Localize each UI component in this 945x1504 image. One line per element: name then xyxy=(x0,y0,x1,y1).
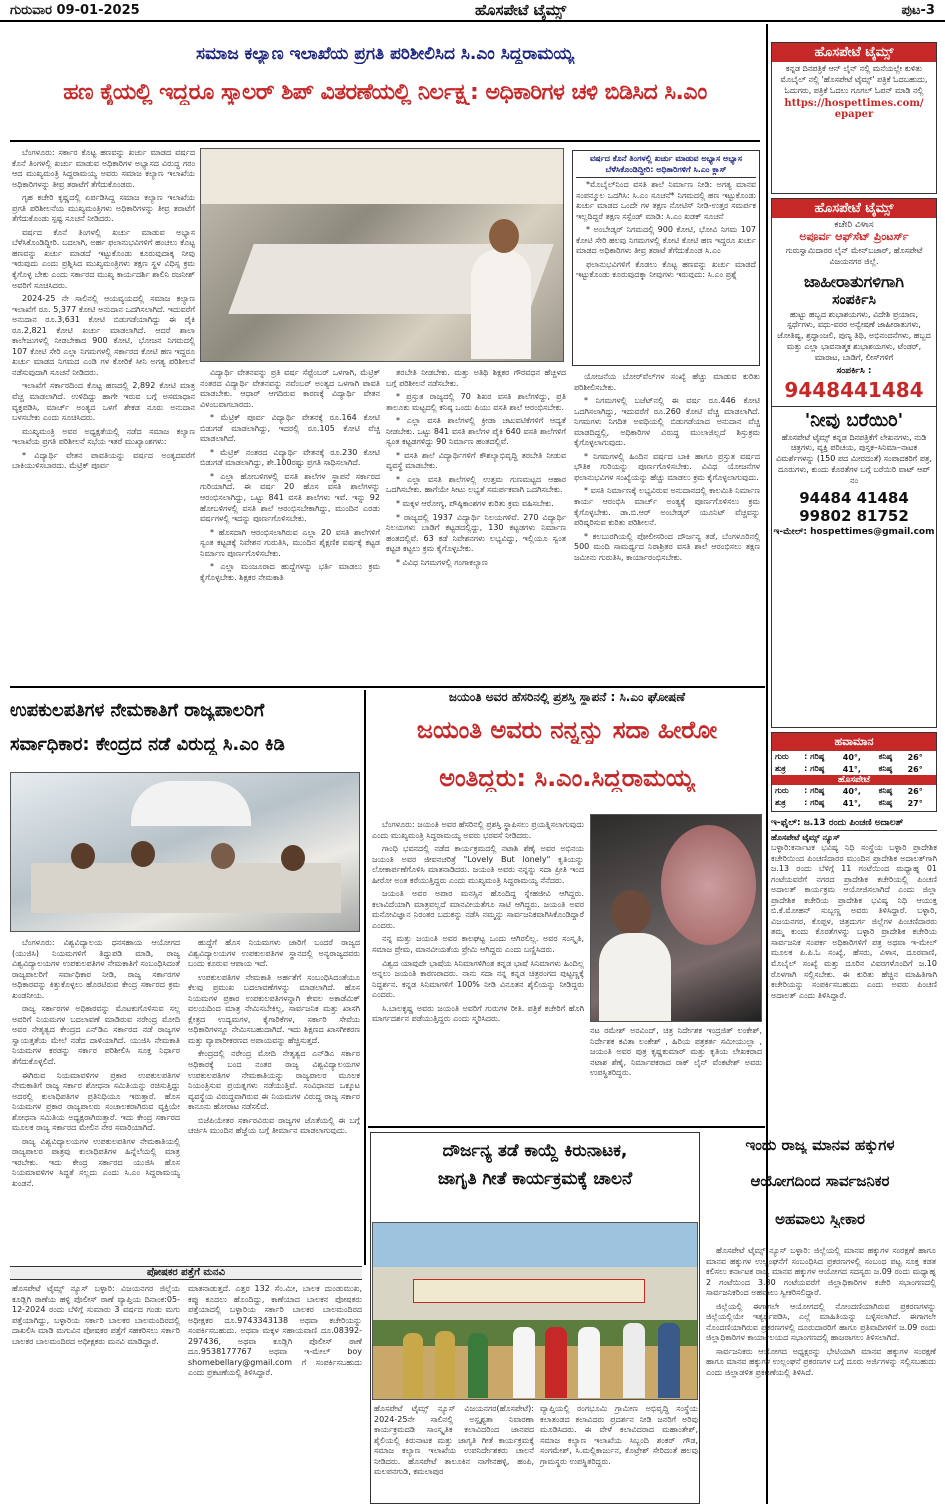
epaper-link[interactable]: https://hospettimes.com/ epaper xyxy=(784,98,924,121)
weather-subtitle: ಹೊಸಪೇಟೆ xyxy=(772,775,936,785)
story1-sidebox xyxy=(572,150,760,366)
adalat-story xyxy=(771,818,937,1128)
paragraph: * ಎಲ್ಲಾ ವಸತಿ ಶಾಲೆಗಳಲ್ಲಿ ಉತ್ತಮ ಗುಣಮಟ್ಟದ ಆಹಾರ ಒದಗಿಸಬೇಕು. ಹಾಗೆಯೇ ಸೀಟು ಲಭ್ಯತೆ ಸಮರ್ಪಕವಾಗಿ ಒದಗಿಸಬೇಕು. xyxy=(386,474,566,495)
paragraph: * ನಿಗಮಗಳಲ್ಲಿ ಬಜೆಟ್‌ನಲ್ಲಿ ಈ ವರ್ಷ ರೂ.446 ಕೋಟಿ ಒದಗಿಸಲಾಗಿದ್ದು, ಇದುವರೆಗೆ ರೂ.260 ಕೋಟಿ ವೆಚ್ಚ ಮಾಡಲಾಗಿದೆ. ನಿಗಮಗಳು ನಿಗದಿತ ಅವಧಿಯಲ್ಲಿ ಬಿಡುಗಡೆಯಾದ ಅನುದಾನ ವೆಚ್ಚ ಮಾಡದಿದ್ದಲ್ಲಿ, ಅಧಿಕಾರಿಗಳ ವಿರುದ್ಧ ಮುಲಾಜಿಲ್ಲದೆ ಶಿಸ್ತುಕ್ರಮ ಕೈಗೊಳ್ಳಲಾಗುವುದು. xyxy=(574,396,760,448)
story4-headline-line1: ದೌರ್ಜನ್ಯ ತಡೆ ಕಾಯ್ದೆ ಕಿರುನಾಟಕ, xyxy=(442,1141,628,1161)
weather-label: ಕನಿಷ್ಠ xyxy=(878,752,893,761)
weather-row xyxy=(772,763,936,775)
weather-min: 27° xyxy=(907,798,923,808)
weather-label: : ಗರಿಷ್ಠ xyxy=(804,752,825,761)
paragraph: ಉಪಕುಲಪತಿಗಳ ನೇಮಕಾತಿ ಅರ್ಹತೆಗೆ ಸಂಬಂಧಿಸಿದಂತೆಯೂ ಕೆಲವು ಪ್ರಮುಖ ಬದಲಾವಣೆಗಳನ್ನು ಮಾಡಲಾಗಿದೆ. ಹೊಸ ನಿಯಮಗಳ ಪ್ರಕಾರ ಉಪಕುಲಪತಿಗಳನ್ನಾಗಿ ಕೇವಲ ಅಕಾಡೆಮಿಕ್ ವಲಯದಿಂದ ಮಾತ್ರ ನೇಮಿಸಬೇಕಿಲ್ಲ, ಸಾರ್ವಜನಿಕ ಮತ್ತು ಖಾಸಗಿ ಕ್ಷೇತ್ರದ ಉದ್ಯಮಗಳ, ಕೈಗಾರಿಕೆಗಳ, ಸರ್ಕಾರಿ ಸೇವೆಯ ಅಧಿಕಾರಿಗಳನ್ನೂ ನೇಮಿಸಬಹುದಾಗಿದೆ. ಇದು ಶಿಕ್ಷಣದ ಖಾಸಗೀಕರಣ ಮತ್ತು ವ್ಯಾಪಾರೀಕರಣದ ಅಪಾಯವನ್ನು ಹೆಚ್ಚಿಸುತ್ತದೆ. xyxy=(188,972,360,1045)
weather-min: 26° xyxy=(907,752,923,762)
weather-label: ಕನಿಷ್ಠ xyxy=(878,786,893,795)
advert-phone-2: 94484 41484 xyxy=(799,488,909,507)
story1-headline: ಹಣ ಕೈಯಲ್ಲಿ ಇದ್ದರೂ ಸ್ಕಾಲರ್ ಶಿಪ್ ವಿತರಣೆಯಲ್ಲಿ ನಿರ್ಲಕ್ಷ್ಯ: ಅಧಿಕಾರಿಗಳ ಚಳಿ ಬಿಡಿಸಿದ ಸಿ.ಎಂ xyxy=(63,80,707,105)
story2-col1 xyxy=(12,938,180,1260)
advert-phone-3: 99802 81752 xyxy=(799,506,909,525)
paragraph: * ಪ್ರಸ್ತುತ ರಾಜ್ಯದಲ್ಲಿ 70 ಶಿಖರ ವಸತಿ ಶಾಲೆಗಳಿದ್ದು, ಪ್ರತಿ ತಾಲೂಕು ಮಟ್ಟದಲ್ಲಿ ಕನಿಷ್ಠ ಒಂದು ಪಿಯು ವಸತಿ ಶಾಲೆ ಆರಂಭಿಸಬೇಕು. xyxy=(386,392,566,412)
meeting-photo xyxy=(200,148,564,362)
advert-title: ಹೊಸಪೇಟೆ ಟೈಮ್ಸ್ xyxy=(772,199,936,218)
story5-headline-line3: ಅಹವಾಲು ಸ್ವೀಕಾರ xyxy=(775,1210,865,1228)
advert-email: ಇ-ಮೇಲ್: hospettimes@gmail.com xyxy=(773,526,935,537)
paragraph: * ಅಂಬೇಡ್ಕರ್ ನಿಗಮದಲ್ಲಿ 900 ಕೋಟಿ, ಭೋವಿ ನಿಗಮ 107 ಕೋಟಿ ಸೇರಿ ಹಲವು ನಿಗಮಗಳಲ್ಲಿ ಕೋಟಿ ಕೋಟಿ ಹಣ ಇದ್ದರೂ ಖರ್ಚು ಮಾಡದ ಅಧಿಕಾರಿಗಳು ತೀವ್ರ ತರಾಟೆ ತೆಗೆದುಕೊಂಡ ಸಿ.ಎಂ xyxy=(576,225,756,256)
weather-box xyxy=(771,732,937,812)
paragraph: ಕೇಂದ್ರದಲ್ಲಿ ನರೇಂದ್ರ ಮೋದಿ ನೇತೃತ್ವದ ಎನ್‌ಡಿಎ ಸರ್ಕಾರ ಅಧಿಕಾರಕ್ಕೆ ಬಂದ ನಂತರ ರಾಜ್ಯ ವಿಶ್ವವಿದ್ಯಾಲಯಗಳ ಉಪಕುಲಪತಿಗಳ ನೇಮಕಾತಿಯನ್ನು ರಾಜ್ಯಪಾಲರ ಮೂಲಕ ನಿಯಂತ್ರಿಸುವ ಪ್ರಯತ್ನಗಳು ನಡೆಯುತ್ತಿವೆ. ಸಂವಿಧಾನದ ಒಕ್ಕೂಟ ವ್ಯವಸ್ಥೆಯ ವಿರುದ್ಧವಾಗಿರುವ ಈ ನಿಯಮಗಳ ವಿರುದ್ಧ ರಾಜ್ಯ ಸರ್ಕಾರ ಕಾನೂನು ಹೋರಾಟ ನಡೆಸಲಿದೆ. xyxy=(188,1049,360,1112)
weather-max: 40°, xyxy=(842,786,861,796)
story3-side-text: ನಟ ರಮೇಶ್ ಅರವಿಂದ್, ಚಿತ್ರ ನಿರ್ದೇಶಕ ಇಂದ್ರಜಿತ್ ಲಂಕೇಶ್, ನಿರ್ದೇಶಕ ಕವಿತಾ ಲಂಕೇಶ್ , ಹಿರಿಯ ಪತ್ರಕರ್ತ ಸಮೀಯುಲ್ಲಾ , ಜಯಂತಿ ಅವರ ಪುತ್ರ ಕೃಷ್ಣಕುಮಾರ್ ಮತ್ತು ಕೃತಿಯ ಲೇಖಕರಾದ ನಟಾಶ ಶೆಣೈ, ನಿರ್ಮಾಪಕರಾದ ರಾಕ್ ಲೈನ್ ವೆಂಕಟೇಶ್ ಅವರು ಉಪಸ್ಥಿತರಿದ್ದರು. xyxy=(590,1026,762,1078)
advert-address: ಗುರುಸ್ವಾಮಿದಾರರ ಲೈನ್ ಮೇನ್‌ಬಜಾರ್, ಹೊಸಪೇಟೆ ವಿಜಯನಗರ ಜಿಲ್ಲೆ. xyxy=(785,246,923,266)
paragraph: ಬೆಂಗಳೂರು: ಜಯಂತಿ ಅವರ ಹೆಸರಿನಲ್ಲಿ ಪ್ರಶಸ್ತಿ ಸ್ಥಾಪಿಸಲು ಪ್ರಯತ್ನಿಸಲಾಗುವುದು ಎಂದು ಮುಖ್ಯಮಂತ್ರಿ ಸಿದ್ದರಾಮಯ್ಯ ಅವರು ಭರವಸೆ ನೀಡಿದರು. xyxy=(372,820,584,840)
paragraph: ಜಿಲ್ಲೆಯಲ್ಲಿ ಈಗಾಗಲೇ ಆಯೋಗದಲ್ಲಿ ನೋಂದಣಿಯಾಗಿರುವ ಪ್ರಕರಣಗಳನ್ನು ಜಿಲ್ಲೆಯಲ್ಲಿಯೇ ಇತ್ಯರ್ಥಪಡಿಸಿ, ಎಲ್ಲೆ ಮಾಹಿತಿಯನ್ನು ಬಳ್ಳಿಸಲಾಗಿದೆ. ಈಗಾಗಲೇ ನೊಂದಣಿಯಾಗಿರುವ ಪ್ರಕರಣಗಳಲ್ಲಿ ದೂರುದಾರರಿಗೆ ಹಾಗೂ ಪ್ರತಿವಾದಿಗಳಿಗೆ ಜ.09 ರಂದು ಜಿಲ್ಲಾಧಿಕಾರಿಗಳ ಕಾರ್ಯಾಲಯದ ಸಭಾಂಗಣದಲ್ಲಿ ಹಾಜರಾಗಲು ತಿಳಿಸಲಾಗಿದೆ. xyxy=(706,1301,936,1343)
paragraph: ನನ್ನ ಮತ್ತು ಜಯಂತಿ ಅವರ ಕಾಲಘಟ್ಟ ಒಂದು ಆಗಿರಲಿಲ್ಲ. ಅವರ ಸಂಸ್ಕೃತಿ, ಸಮಾಜ ಪ್ರೇಮ, ಮಾನವೀಯತೆಯ ಪ್ರೇಮಿ ಆಗಿದ್ದರು ಎಂದು ಬಣ್ಣಿಸಿದರು. xyxy=(372,934,584,955)
weather-row xyxy=(772,797,936,809)
weather-day: ಶುಕ್ರ xyxy=(775,764,786,773)
adalat-title: ಇ-ಫೈಲ್: ಜ.13 ರಂದು ಪಿಂಚಣಿ ಅದಾಲತ್ xyxy=(771,818,937,831)
paragraph: ವರ್ಷದ ಕೊನೆ ತಿಂಗಳಲ್ಲಿ ಖರ್ಚು ಮಾಡುವ ಅಭ್ಯಾಸ ಬೆಳೆಸಿಕೊಂಡಿದ್ದೀರಿ. ಬದಲಾಗಿ, ಅರ್ಹ ಫಲಾನುಭವಿಗಳಿಗೆ ಹಂಚಲು ಕೊಟ್ಟ ಹಣವನ್ನು ಖರ್ಚು ಮಾಡದೆ ಇಟ್ಟುಕೊಂಡು ಕೂರುವುದಾಕ್ಕ ನೀವು ಇರುವುದು ಎಂದು ಪ್ರಶ್ನಿಸಿದ ಮುಖ್ಯಮಂತ್ರಿಗಳು ತಕ್ಷಣ ಸ್ಥಳ ವಿಧಿಸ್ಸ ಕ್ರಮ ಕೈಗೊಳ್ಳ ಬೇಕು ಎಂದು ಸರ್ಕಾರದ ಮುಖ್ಯ ಕಾರ್ಯದರ್ಶಿ ಶಾಲಿನಿ ರಜನೀಶ್ ಅವರಿಗೆ ಸೂಚಿಸಿದರು. xyxy=(12,227,195,290)
paragraph: 2024-25 ನೇ ಸಾಲಿನಲ್ಲಿ ಆಯವ್ಯಯದಲ್ಲಿ ಸಮಾಜ ಕಲ್ಯಾಣ ಇಲಾಖೆಗೆ ರೂ. 5,377 ಕೋಟಿ ಅನುದಾನ ಒದಗಿಸಲಾಗಿದೆ. ಇದುವರೆಗೆ ಅನುದಾನ ರೂ.3,631 ಕೋಟಿ ಬಿಡುಗಡೆಯಾಗಿದ್ದು ಈ ಪೈಕಿ ರೂ.2,821 ಕೋಟಿ ಖರ್ಚು ಮಾಡಲಾಗಿದೆ. ಆದರೆ ಶಾಲಾ ಕಾಲೇಜುಗಳಲ್ಲಿ ನೀಡಬೇಕಾದ 900 ಕೋಟಿ, ಭೋಜನ ನಿಗಮದಲ್ಲಿ 107 ಕೋಟಿ ಸೇರಿ ಎಲ್ಲಾ ನಿಗಮಗಳಲ್ಲಿ ಸರ್ಕಾರದ ಕೋಟಿ ಹಣ ಇದ್ದರೂ ಖರ್ಚು ಮಾಡದ ನಿಗಮದ ಎಂಡಿ ಗಳ ಕೋರಿಕೆ ಸೀನಿ ಅಗತ್ಯ ಪರಿಶೀಲನೆ ನಡೆಸುವುದಾಗಿ ಸೂಚನೆ ನೀಡಿದರು. xyxy=(12,294,195,377)
promo-title: ಹೊಸಪೇಟೆ ಟೈಮ್ಸ್ xyxy=(772,43,936,62)
story1-kicker: ಸಮಾಜ ಕಲ್ಯಾಣ ಇಲಾಖೆಯ ಪ್ರಗತಿ ಪರಿಶೀಲಿಸಿದ ಸಿ.ಎಂ ಸಿದ್ದರಾಮಯ್ಯ xyxy=(196,44,574,64)
story5-headline-line1: ಇಂದು ರಾಜ್ಯ ಮಾನವ ಹಕ್ಕುಗಳ xyxy=(745,1136,895,1154)
story5-headline-line2: ಆಯೋಗದಿಂದ ಸಾರ್ವಜನಿಕರ xyxy=(750,1172,890,1190)
paragraph: * ವಸತಿ ನಿರ್ಮಾಣಕ್ಕೆ ಲಭ್ಯವಿರುವ ಅನುದಾನದಲ್ಲಿ ಕಾಲಮಿತಿ ನಿರ್ಮಾಣ ಕಾರ್ಯ ಆರಂಭಿಸಿ ಮಾರ್ಚ್ ಅಂತ್ಯಕ್ಕೆ ಪೂರ್ಣಗೊಳಿಸಲು ಕ್ರಮ ಕೈಗೊಳ್ಳಬೇಕು. ಡಾ.ಬಿ.ಆರ್ ಅಂಬೇಡ್ಕರ್ ಯೂನಿಟ್ ವೆಚ್ಚವನ್ನು ಪರಿಷ್ಕರಿಸುವ ಕುರಿತು ಪರಿಶೀಲನೆ. xyxy=(574,486,760,528)
advert-list: ಹುಟ್ಟು ಹಬ್ಬದ ಶುಭಾಶಯಗಳು, ವಿದೇಶಿ ಪ್ರಯಾಣ, ಸ್ಪರ್ಧೆಗಳು, ವಧು-ವರರ ಅನ್ವೇಷಣೆ ಜಾಹೀರಾತುಗಳು, ಜೋತಿಷ್ಯ, ಶ್ರದ್ಧಾಂಜಲಿ, ಪುಣ್ಯ ತಿಥಿ, ಅಭಿನಂದನೆಗಳು, ಹಬ್ಬದ ಮತ್ತು ಎಲ್ಲಾ ಭಾವನಾತ್ಮಕ ಶುಭಾಶಯಗಳು, ಟೆಂಡರ್, ಮಾರಾಟ, ಬಾಡಿಗೆ, ಲೀಸ್‌ಗಳಿಗೆ xyxy=(777,309,931,362)
weather-label: ಕನಿಷ್ಠ xyxy=(878,764,893,773)
paragraph: ಗೃಹ ಕಚೇರಿ ಕೃಷ್ಣದಲ್ಲಿ ಏರ್ಪಡಿಸಿದ್ದ ಸಮಾಜ ಕಲ್ಯಾಣ ಇಲಾಖೆಯ ಪ್ರಗತಿ ಪರಿಶೀಲನೆಯ ಮುಖ್ಯಮಂತ್ರಿಗಳು ಅಧಿಕಾರಿಗಳನ್ನು ತೀವ್ರ ತರಾಟೆಗೆ ತೆಗೆದುಕೊಂಡು ಸ್ಪಷ್ಟ ಸೂಚನೆ ನೀಡಿದರು. xyxy=(12,193,195,224)
paragraph: * ಮೆಟ್ರಿಕ್ ಪೂರ್ವ ವಿದ್ಯಾರ್ಥಿ ವೇತನಕ್ಕೆ ರೂ.164 ಕೋಟಿ ಬಿಡುಗಡೆ ಮಾಡಲಾಗಿದ್ದು, ಇದರಲ್ಲಿ ರೂ.105 ಕೋಟಿ ವೆಚ್ಚ ಮಾಡಲಾಗಿದೆ. xyxy=(200,413,380,444)
story4-headline-line2: ಜಾಗೃತಿ ಗೀತೆ ಕಾರ್ಯಕ್ರಮಕ್ಕೆ ಚಾಲನೆ xyxy=(437,1169,633,1189)
paragraph: ಯೋಜನೆಯ ಬೋರ್‌ವೆಲ್‌ಗಳ ಸಂಖ್ಯೆ ಹೆಚ್ಚು ಮಾಡುವ ಕುರಿತು ಪರಿಶೀಲಿಸಬೇಕು. xyxy=(574,372,760,392)
masthead: ಹೊಸಪೇಟೆ ಟೈಮ್ಸ್ xyxy=(474,1,567,19)
paragraph: ಜಯಂತಿ ಅವರ ಅಪಾರ ಮನಸ್ಸಿನ ಹೊಂದಿದ್ದ ಸ್ನೇಹಜೀವಿ ಆಗಿದ್ದರು. ಕಲಾವಿದೆಯಾಗಿ ಮಾತ್ರವಲ್ಲದೆ ಮಾನವೀಯತೆಗೂ ಸಾಟಿ ಆಗಿದ್ದರು. ಜಯಂತಿ ಅವರ ಮನೋವಿಜ್ಞಾನ ನಿರಂತರ ಬದುಕನ್ನು ನಡೆಸಿ ನಮ್ಮನ್ನು ಸಾರ್ವಜನಿಕವಾಗಿಸಿಕೊಂಡಿದ್ದಾರೆ ಎಂದರು. xyxy=(372,889,584,930)
weather-label: : ಗರಿಷ್ಠ xyxy=(804,764,825,773)
paragraph: ವಿದ್ಯಾರ್ಥಿ ವೇತನವನ್ನು ಪ್ರತಿ ವರ್ಷ ಸೆಪ್ಟೆಂಬರ್ ಒಳಗಾಗಿ, ಮೆಟ್ರಿಕ್ ನಂತರದ ವಿದ್ಯಾರ್ಥಿ ವೇತನವನ್ನು ನವೆಂಬರ್ ಅಂತ್ಯದ ಒಳಗಾಗಿ ಪಾವತಿ ಮಾಡಬೇಕು. ಆಧಾರ್ ಆಗದಿರುವ ಕಾರಣಕ್ಕೆ ವಿದ್ಯಾರ್ಥಿ ವೇತನ ವಿಳಂಬವಾಗಬಾರದು. xyxy=(200,368,380,409)
story3-headline-line1: ಜಯಂತಿ ಅವರು ನನ್ನನ್ನು ಸದಾ ಹೀರೋ xyxy=(416,716,718,744)
divider xyxy=(10,140,760,142)
story1-col2 xyxy=(200,368,380,680)
advert-slogan: 'ನೀವು ಬರೆಯಿರಿ' xyxy=(772,406,936,431)
divider xyxy=(368,1126,765,1128)
paragraph: * ರಾಜ್ಯದಲ್ಲಿ 1937 ವಿದ್ಯಾರ್ಥಿ ನಿಲಯಗಳಿವೆ. 270 ವಿದ್ಯಾರ್ಥಿ ನಿಲಯಗಳು ಬಾಡಿಗೆ ಕಟ್ಟಡದಲ್ಲಿದ್ದು, 130 ಕಟ್ಟಡಗಳು ನಿರ್ಮಾಣ ಹಂತದಲ್ಲಿವೆ. 63 ಕಡೆ ನಿವೇಶನಗಳು ಲಭ್ಯವಿದ್ದು, ಇಲ್ಲಿಯೂ ಸ್ವಂತ ಕಟ್ಟಡ ಕಟ್ಟಲು ಕ್ರಮ ಕೈಗೊಳ್ಳಬೇಕು. xyxy=(386,512,566,554)
story2-headline-line2: ಸರ್ವಾಧಿಕಾರ: ಕೇಂದ್ರದ ನಡೆ ವಿರುದ್ಧ ಸಿ.ಎಂ ಕಿಡಿ xyxy=(10,734,285,755)
awareness-program-photo xyxy=(372,1222,698,1400)
paragraph: * ಮಕ್ಕಳ ಆರೋಗ್ಯ, ಪೌಷ್ಠಿಕಾಂಶಗಳ ಕುರಿತು ಕ್ರಮ ವಹಿಸಬೇಕು. xyxy=(396,499,554,509)
paragraph: * ಹೊಸದಾಗಿ ಆರಂಭಿಸಲಾಗಿರುವ ಎಲ್ಲಾ 20 ವಸತಿ ಶಾಲೆಗಳಿಗೆ ಸ್ವಂತ ಕಟ್ಟಡಕ್ಕೆ ನಿವೇಶನ ಗುರುತಿಸಿ, ಮುಂದಿನ ಶೈಕ್ಷಣಿಕ ವರ್ಷಕ್ಕೆ ಕಟ್ಟಡ ನಿರ್ಮಾಣ ಪೂರ್ಣಗೊಳಿಸಬೇಕು. xyxy=(200,527,380,558)
weather-table xyxy=(772,751,936,775)
weather-max: 40°, xyxy=(842,752,861,762)
paragraph: ಹೊಸಪೇಟೆ ಟೈಮ್ಸ್ ನ್ಯೂಸ್ ಬಳ್ಳಾರಿ: ಜಿಲ್ಲೆಯಲ್ಲಿ ಮಾನವ ಹಕ್ಕುಗಳ ಸಂರಕ್ಷಣೆ ಹಾಗೂ ಮಾನವ ಹಕ್ಕುಗಳ ಉಲ್ಲಂಘನೆಗೆ ಸಂಬಂಧಿಸಿದ ಪ್ರಕರಣಗಳಲ್ಲಿ ಸಂಬಂಧ ಪಟ್ಟ ಸೂಕ್ತ ಕಡತ ಕಲಿಸಲು ಕರ್ನಾಟಕ ರಾಜ್ಯ ಮಾನವ ಹಕ್ಕುಗಳ ಆಯೋಗದ ಸದಸ್ಯರು ಜ.09 ರಂದು ಮಧ್ಯಾಹ್ನ 2 ಗಂಟೆಯಿಂದ 3.30 ಗಂಟೆಯವರೆಗೆ ಜಿಲ್ಲಾಧಿಕಾರಿಗಳ ಕಚೇರಿ ಸಭಾಂಗಣದಲ್ಲಿ ಸಾರ್ವಜನಿಕರಿಂದ ಅಹವಾಲು ಸ್ವೀಕರಿಸಲಿದ್ದಾರೆ. xyxy=(706,1246,936,1298)
paragraph: ರಾಜ್ಯ ವಿಶ್ವವಿದ್ಯಾಲಯಗಳ ಉಪಕುಲಪತಿಗಳ ನೇಮಕಾತಿಯಲ್ಲಿ ರಾಜ್ಯಪಾಲರ ಪಾತ್ರವು ಕುಲಾಧಿಪತಿಗಳ ಹಿನ್ನೆಲೆಯಲ್ಲಿ ಮಾತ್ರ ಇರಬೇಕು. ಇದು ಕೇಂದ್ರ ಸರ್ಕಾರದ ಯುಜಿಸಿ ಹೊಸ ನಿಯಮಾವಳಿಗಳ ಸಿದ್ಧತೆ ಸಲ್ಲದು ಎಂದು ಸಿ.ಎಂ ಸಿದ್ದರಾಮಯ್ಯ ಖಂಡನೆ. xyxy=(12,1136,180,1189)
advert-contact-label: ಸಂಪರ್ಕಿಸಿ : xyxy=(836,365,872,376)
story3-headline-line2: ಅಂತಿದ್ದರು: ಸಿ.ಎಂ.ಸಿದ್ದರಾಮಯ್ಯ xyxy=(439,764,695,792)
advert-invite: ಹೊಸಪೇಟೆ ಟೈಮ್ಸ್ ಕನ್ನಡ ದಿನಪತ್ರಿಕೆಗೆ ಲೇಖನಗಳು, ನುಡಿ ಚಿತ್ರಗಳು, ವ್ಯಕ್ತಿ ಪರಿಚಯ, ಪುಸ್ತಕ–ಸಿನಿಮಾ–ನಾಟಕ ವಿಮರ್ಶೆಗಳನ್ನು (150 ಪದ ಮೀರದಂತೆ) ಸಂಪಾದಕರಿಗೆ ಪತ್ರ, ದೂರುಗಳು, ಕುಂದು ಕೊರತೆಗಳ ಬಗ್ಗೆ ಬರೆಯಿರಿ ವಾಟ್ ಆಪ್ ನಂ xyxy=(776,432,932,485)
paragraph: ಗಾಂಧಿ ಭವನದಲ್ಲಿ ನಡೆದ ಕಾರ್ಯಕ್ರಮದಲ್ಲಿ ನಟಾಶಿ ಶೆಣೈ ಅವರ ಅಭಿನಯ ಜಯಂತಿ ಅವರ ಜೀವನಚರಿತ್ರೆ "Lovely But lonely" ಕೃತಿಯನ್ನು ಲೋಕಾರ್ಪಣೆಗೊಳಿಸಿ ಮಾತನಾಡಿದರು. ಜಯಂತಿ ಅವರು ನನ್ನನ್ನು ಸದಾ ಪ್ರೀತಿ ಇಂದ ಹೀರೋ ಅಂತ ಕರೆಯುತ್ತಿದ್ದರು ಎಂದು ಮುಖ್ಯಮಂತ್ರಿ ಸಿದ್ದರಾಮಯ್ಯ ನೆನೆದರು. xyxy=(372,844,584,885)
paragraph: * ವಿವಿಧ ನಿಗಮಗಳಲ್ಲಿ ಗಂಗಾಕಲ್ಯಾಣ xyxy=(396,557,488,567)
paragraph: ಹುದ್ದೆಗೆ ಹೊಸ ನಿಯಮಗಳು ಜಾರಿಗೆ ಬಂದರೆ ರಾಜ್ಯದ ವಿಶ್ವವಿದ್ಯಾಲಯಗಳ ಉಪಕುಲಪತಿಗಳ ಸ್ಥಾನದಲ್ಲಿ ಅನ್ಯರಾಜ್ಯದವರು ಬಂದು ಕೂರುವ ಆಪಾಯ ಇದೆ. xyxy=(188,938,360,969)
vc-meeting-photo xyxy=(10,772,360,932)
advert-box xyxy=(771,198,937,728)
story5-text xyxy=(706,1246,936,1501)
weather-min: 26° xyxy=(907,764,923,774)
speaker-photo xyxy=(590,814,762,1022)
paragraph: * ಎಲ್ಲಾ ಹೋಬಳಿಗಳಲ್ಲಿ ವಸತಿ ಶಾಲೆಗಳ ಸ್ಥಾಪನೆ ಸರ್ಕಾರದ ಗುರಿಯಾಗಿದೆ. ಈ ವರ್ಷ 20 ಹೊಸ ವಸತಿ ಶಾಲೆಗಳನ್ನು ಆರಂಭಿಸಲಾಗಿದ್ದು, ಒಟ್ಟು 841 ವಸತಿ ಶಾಲೆಗಳು ಇವೆ. ಇನ್ನು 92 ಹೋಬಳಿಗಳಲ್ಲಿ ವಸತಿ ಶಾಲೆ ಆರಂಭಿಸಬೇಕಾಗಿದ್ದು, ಮುಂದಿನ ಎರಡು ವರ್ಷಗಳಲ್ಲಿ ಇದನ್ನು ಪೂರ್ಣಗೊಳಿಸಬೇಕು. xyxy=(200,471,380,524)
paragraph: ಬೆಂಗಳೂರು: ವಿಶ್ವವಿದ್ಯಾಲಯ ಧನಸಹಾಯ ಆಯೋಗದ (ಯುಜಿಸಿ) ನಿಯಮಗಳಿಗೆ ತಿದ್ದುಪಡಿ ಮಾಡಿ, ರಾಜ್ಯ ವಿಶ್ವವಿದ್ಯಾಲಯಗಳ ಉಪಕುಲಪತಿಗಳ ನೇಮಕಾತಿಗೆ ಸಂಬಂಧಿಸಿದಂತೆ ರಾಜ್ಯಪಾಲರಿಗೆ ಸರ್ವಾಧಿಕಾರ ನೀಡಿ, ರಾಜ್ಯ ಸರ್ಕಾರಗಳ ಅಧಿಕಾರವನ್ನು ಕಿತ್ತುಕೊಳ್ಳಲು ಹೊರಟಿರುವ ಕೇಂದ್ರ ಸರ್ಕಾರದ ಕ್ರಮ ಖಂಡನೀಯ. xyxy=(12,938,180,1000)
weather-day: ಗುರು xyxy=(775,752,789,761)
weather-label: : ಗರಿಷ್ಠ xyxy=(804,798,825,807)
paragraph: ಬಿಜೆಪಿಯೇತರ ಸರ್ಕಾರವಿರುವ ರಾಜ್ಯಗಳ ಜೊತೆಯಲ್ಲಿ ಈ ಬಗ್ಗೆ ಚರ್ಚಿಸಿ ಮುಂದಿನ ಹೆಜ್ಜೆಯ ಬಗ್ಗೆ ತೀರ್ಮಾನ ಮಾಡಲಾಗುವುದು. xyxy=(188,1115,360,1136)
story3-text xyxy=(372,820,584,1120)
weather-max: 41°, xyxy=(842,798,861,808)
divider xyxy=(10,686,765,688)
paragraph: ಇಲಾಖೆಗೆ ಸರ್ಕಾರದಿಂದ ಕೊಟ್ಟ ಹಣದಲ್ಲಿ 2,892 ಕೋಟಿ ಮಾತ್ರ ವೆಚ್ಚ ಮಾಡಲಾಗಿದೆ. ಉಳಿದಿದ್ದು ಹಾಗೇ ಇರುವ ಬಗ್ಗೆ ಅಸಮಾಧಾನ ವ್ಯಕ್ತಪಡಿಸಿ, ಮಾರ್ಚ್ ಅಂತ್ಯದ ಒಳಗೆ ಶೇಕಡ ನೂರು ಅನುದಾನ ಬಳಸಬೇಕು ಎಂದು ಸೂಚಿಸಿದರು. xyxy=(12,381,195,423)
paragraph: ತರಬೇತಿ ನೀಡಬೇಕು. ಮತ್ತು ಅತಿಥಿ ಶಿಕ್ಷಕರ ಗೌರವಧನ ಹೆಚ್ಚಳದ ಬಗ್ಗೆ ಪರಿಶೀಲನೆ ನಡೆಸಬೇಕು. xyxy=(386,368,566,388)
weather-label: : ಗರಿಷ್ಠ xyxy=(804,786,825,795)
adalat-byline: ಹೊಸಪೇಟೆ ಟೈಮ್ಸ್ ನ್ಯೂಸ್ xyxy=(771,833,840,842)
story2-col2 xyxy=(188,938,360,1260)
paragraph: ಫಲಾನುಭವಿಗಳಿಗೆ ಕೊಡಲು ಕೊಟ್ಟ ಹಣವನ್ನು ಖರ್ಚು ಮಾಡದೆ ಇಟ್ಟುಕೊಂಡು ಕೂರುವುದಕ್ಕಾ ನೀವುಗಳು ಇರುವುದು: ಸಿ.ಎಂ ಪ್ರಶ್ನೆ xyxy=(576,259,756,280)
paragraph: * ಎಲ್ಲಾ ವಸತಿ ಶಾಲೆಗಳಲ್ಲಿ ಕ್ರೀಡಾ ಚಟುವಟಿಕೆಗಳಿಗೆ ಆದ್ಯತೆ ನೀಡಬೇಕು. ಒಟ್ಟು 841 ವಸತಿ ಶಾಲೆಗಳ ಪೈಕಿ 640 ವಸತಿ ಶಾಲೆಗಳಿಗೆ ಸ್ವಂತ ಕಟ್ಟಡಗಳಿದ್ದು 90 ನಿರ್ಮಾಣ ಹಂತದಲ್ಲಿವೆ. xyxy=(386,416,566,447)
weather-row xyxy=(772,785,936,797)
weather-day: ಗುರು xyxy=(775,786,789,795)
weather-min: 26° xyxy=(907,786,923,796)
top-bar xyxy=(0,0,945,22)
paragraph: ರಾಜ್ಯ ಸರ್ಕಾರಗಳ ಅಧಿಕಾರವನ್ನು ಮೊಟಕುಗೊಳಿಸುವ ಸಲ್ಲ ಅವರಿಗೆ ನಿಯಮಗಳ ಬದಲಾವಣೆ ಮಾಡಿರುವ ನರೇಂದ್ರ ಮೋದಿ ಅವರ ನೇತೃತ್ವದ ಕೇಂದ್ರದ ಎನ್‌ಡಿಎ ಸರ್ಕಾರದ ನಡೆ ರಾಜ್ಯಗಳ ಸ್ವಾಯತ್ತತೆಯ ಮೇಲೆ ನಡೆದ ದಾಳಿಯಾಗಿದೆ. ಯುಜಿಸಿ ನೇಮಕಾತಿ ನಿಯಮಗಳ ಕರಡನ್ನು ಸರ್ಕಾರ ಪರಿಶೀಲಿಸಿ ಸೂಕ್ತ ನಿರ್ಧಾರ ತೆಗೆದುಕೊಳ್ಳಲಿದೆ. xyxy=(12,1004,180,1067)
advert-phone: 9448441484 xyxy=(784,377,924,402)
page-number: ಪುಟ-3 xyxy=(901,2,935,18)
paragraph: ಬೆಂಗಳೂರು: ಸರ್ಕಾರ ಕೊಟ್ಟ ಹಣವನ್ನು ಖರ್ಚು ಮಾಡದ ವರ್ಷದ ಕೊನೆ ತಿಂಗಳಲ್ಲಿ ಖರ್ಚು ಮಾಡುವ ಅಧಿಕಾರಿಗಳ ಅಭ್ಯಾಸದ ವಿರುದ್ಧ ಗರಂ ಆದ ಮುಖ್ಯಮಂತ್ರಿ ಸಿದ್ದರಾಮಯ್ಯ ಅವರು ಸಮಾಜ ಕಲ್ಯಾಣ ಇಲಾಖೆಯ ಅಧಿಕಾರಿಗಳನ್ನು ತೀವ್ರ ತರಾಟೆಗೆ ತೆಗೆದುಕೊಂಡರು. xyxy=(12,148,195,189)
paragraph: * ನಿಗಮಗಳಲ್ಲಿ ಹಿಂದಿನ ವರ್ಷದ ಬಾಕಿ ಹಾಗೂ ಪ್ರಸ್ತುತ ವರ್ಷದ ಭೌತಿಕ ಗುರಿಯನ್ನು ಪೂರ್ಣಗೊಳಿಸಬೇಕು. ವಿವಿಧ ಯೋಜನೆಗಳ ಫಲಾನುಭವಿಗಳ ಸಂಖ್ಯೆಯನ್ನು ಹೆಚ್ಚು ಮಾಡಲು ಕ್ರಮ ಕೈಗೊಳ್ಳಲಾಗುವುದು. xyxy=(574,451,760,482)
advert-heading: ಜಾಹೀರಾತುಗಳಿಗಾಗಿ xyxy=(803,271,905,291)
story4-col1: ಹೊಸಪೇಟೆ ಟೈಮ್ಸ್ ನ್ಯೂಸ್ ವಿಜಯನಗರ(ಹೊಸಪೇಟೆ): 2024-25ನೇ ಸಾಲಿನಲ್ಲಿ ಅಸ್ಪೃಶ್ಯತಾ ನಿವಾರಣಾ ಕಾರ್ಯಕ್ರಮದಡಿ ಸಾಂಸ್ಕೃತಿಕ ಕಲಾವಿದರಿಂದ ಜಾನಪದ ಶೈಲಿಯಲ್ಲಿ ಕಿರುನಾಟಕ ಮತ್ತು ಜಾಗೃತಿ ಗೀತೆ ಕಾರ್ಯಕ್ರಮಕ್ಕೆ ಸಮಾಜ ಕಲ್ಯಾಣ ಇಲಾಖೆಯ ಉಪನಿರ್ದೇಶಕರು ಚಾಲನೆ ನೀಡಿದರು. ಹೊಸಪೇಟೆ ತಾಲೂಕಿನ ನಾಗೇನಹಳ್ಳಿ, ಹಂಪಿ, ಮಲಪನಗುಡಿ, ಕಮಲಾಪುರ xyxy=(374,1404,534,1477)
weather-table xyxy=(772,785,936,809)
promo-text: ಕನ್ನಡ ದಿನಪತ್ರಿಕೆ ಆನ್ ಲೈನ್ ನಲ್ಲಿ ಮನೆಯಲ್ಲೇ ಕುಳಿತು ಮೊಬೈಲ್ ನಲ್ಲಿ 'ಹೊಸಪೇಟೆ ಟೈಮ್ಸ್' ಪತ್ರಿಕೆ ಓದಬಹುದು, ಓದುಗರು, ಪತ್ರಿಕೆ ಓದಲು ಗೂಗಲ್ ಓಪನ್ ಮಾಡಿ ನಲ್ಲಿ xyxy=(780,64,928,95)
paragraph: * ಎಲ್ಲಾ ಮಂಜೂರಾದ ಹುದ್ದೆಗಳನ್ನು ಭರ್ತಿ ಮಾಡಲು ಕ್ರಮ ಕೈಗೊಳ್ಳಬೇಕು. ಶಿಕ್ಷಕರ ನೇಮಕಾತಿ xyxy=(200,562,380,582)
issue-date: ಗುರುವಾರ 09-01-2025 xyxy=(10,2,140,18)
weather-day: ಶುಕ್ರ xyxy=(775,798,786,807)
notice-col1: ಹೊಸಪೇಟೆ ಟೈಮ್ಸ್ ನ್ಯೂಸ್ ಬಳ್ಳಾರಿ: ವಿಜಯನಗರ ಜಿಲ್ಲೆಯ ಕೂಡ್ಲಿಗಿ ಠಾಣೆಯ ಹಳ್ಳಿ ಪೊಲೀಸ್ ಠಾಣೆ ವ್ಯಾಪ್ತಿಯ ದಿನಾಂಕ:05-12-2024 ರಂದು ಬೆಳಿಗ್ಗೆ ಸುಮಾರು 3 ವರ್ಷದ ಗಂಡು ಮಗು ಪತ್ತೆಯಾಗಿದ್ದು, ಬಳ್ಳಾರಿಯ ಸರ್ಕಾರಿ ಬಾಲಕರ ಬಾಲಮಂದಿರದಲ್ಲಿ ದಾಖಲಿಸಿ ಮಾಡಿ ಮಗುವಿನ ಪೋಷಕರ ಪತ್ತೆಗೆ ಸಹಕರಿಸಲು ಸರ್ಕಾರಿ ಬಾಲಕರ ಬಾಲಮಂದಿರದ ಅಧೀಕ್ಷಕರು ಮನವಿ ಮಾಡಿದ್ದಾರೆ. xyxy=(12,1284,180,1346)
story4-col2: ವ್ಯಾಪ್ತಿಯಲ್ಲಿ ರಂಗಭೂಮಿ ಗ್ರಾಮೀಣ ಅಭಿವೃದ್ಧಿ ಸಂಸ್ಥೆಯ ಕಲಾತಂಡದ ಕಲಾವಿದರು ಪ್ರದರ್ಶನ ನೀಡಿ ಜನರಿಗೆ ಅರಿವು ಮೂಡಿಸಿದರು. ಈ ವೇಳೆ ಕಲಾವಿದರಾದ ಮಹಾಂತೇಶ್, ಸಮಾಜ ಕಲ್ಯಾಣ ಇಲಾಖೆಯ ಸಿಬ್ಬಂದಿ ಶಂಕರ್ ಗೌಡ, ಸಂಗಮೇಶ್, ಸಿ.ಮಲ್ಲಿಕಾರ್ಜುನ, ಕೊಟ್ರೇಶ್ ಸೇರಿದಂತೆ ಹಲವು ಗ್ರಾಮಸ್ಥರು ಉಪಸ್ಥಿತರಿದ್ದರು. xyxy=(540,1404,698,1466)
promo-box xyxy=(771,42,937,194)
story1-col3 xyxy=(386,368,566,680)
weather-label: ಕನಿಷ್ಠ xyxy=(878,798,893,807)
paragraph: *ಮೊಬೈಲ್‌ನಿಂದ ವಸತಿ ಶಾಲೆ ನಿರ್ಮಾಣ ನೀಡಿ: ಅಗತ್ಯ ಮಾನವ ಸಂಪನ್ಮೂಲ ಒದಗಿಸಿ: ಸಿ.ಎಂ ಸೂಚನೆ* ನಿಗಮದಲ್ಲಿ ಹಣ ಇಟ್ಟುಕೊಂಡು ಖರ್ಚು ಮಾಡದ ಒಂದೇ ಗಳ ತಕ್ಷಣ ನೋಟಿಸ್ ನೀಡಿ-ಉತ್ತರ ಸಮರ್ಪಕ ಇಲ್ಲದಿದ್ದರೆ ತಕ್ಷಣ ಸಸ್ಪೆಂಡ್ ಮಾಡಿ: ಸಿ.ಎಂ ಖಡಕ್ ಸೂಚನೆ xyxy=(576,180,756,221)
story2-headline-line1: ಉಪಕುಲಪತಿಗಳ ನೇಮಕಾತಿಗೆ ರಾಜ್ಯಪಾಲರಿಗೆ xyxy=(10,700,265,721)
advert-subheading: ಸಂಪರ್ಕಿಸಿ xyxy=(832,291,876,308)
story3-kicker: ಜಯಂತಿ ಅವರ ಹೆಸರಿನಲ್ಲಿ ಪ್ರಶಸ್ತಿ ಸ್ಥಾಪನೆ : ಸಿ.ಎಂ ಘೋಷಣೆ xyxy=(448,690,686,704)
sidebox-title: ವರ್ಷದ ಕೊನೆ ತಿಂಗಳಲ್ಲಿ ಖರ್ಚು ಮಾಡುವ ಅಭ್ಯಾಸ ಅಭ್ಯಾಸ ಬೆಳೆಸಿಕೊಂಡಿದ್ದೀರಿ: ಅಧಿಕಾರಿಗಳಿಗೆ ಸಿ.ಎಂ ಕ್ಲಾಸ್ xyxy=(576,154,756,178)
advert-address-label: ಕಚೇರಿ ವಿಳಾಸ xyxy=(834,220,874,230)
paragraph: * ವಸತಿ ಶಾಲೆ ವಿದ್ಯಾರ್ಥಿಗಳಿಗೆ ಕೌಶಲ್ಯಾಭಿವೃದ್ಧಿ ತರಬೇತಿ ನೀಡುವ ವ್ಯವಸ್ಥೆ ಮಾಡಬೇಕು. xyxy=(386,450,566,471)
paragraph: ಈಗಿರುವ ನಿಯಮಾವಳಿಗಳ ಪ್ರಕಾರ ಉಪಕುಲಪತಿಗಳ ನೇಮಕಾತಿಗೆ ರಾಜ್ಯ ಸರ್ಕಾರ ಶೋಧನಾ ಸಮಿತಿಯನ್ನು ರಚಿಸುತ್ತಿದ್ದು ಅದರಲ್ಲಿ ಕುಲಾಧಿಪತಿಗಳ ಪ್ರತಿನಿಧಿಯೂ ಇರುತ್ತಾರೆ. ಹೊಸ ನಿಯಮಗಳ ಪ್ರಕಾರ ರಾಜ್ಯಪಾಲರು ಸಂಚಾಲಕರಾಗಿರುವ ವ್ಯಕ್ತಿಯೇ ಶೋಧನಾ ಸಮಿತಿಯ ಅಧ್ಯಕ್ಷರಾಗಿರುತ್ತಾರೆ. ಇದು ಕೇಂದ್ರ ಸರ್ಕಾರದ ಮೂಲಕ ರಾಜ್ಯ ಸರ್ಕಾರದ ಮೇಲಿನ ನೇರ ಸವಾರಿಯಾಗಿದೆ. xyxy=(12,1070,180,1133)
paragraph: ಸಿ.ಬಾಲಕೃಷ್ಣ ಅವರು ಜಯಂತಿ ಅವರಿಗೆ ಗುರುಗಳ ರೀತಿ. ಪತ್ರಿಕೆ ಕಚೇರಿಗೆ ಹೊಗಿ ಮಾರ್ಗದರ್ಶನ ಪಡೆಯುತ್ತಿದ್ದರು ಎಂದು ಸ್ಮರಿಸಿದರು. xyxy=(372,1003,584,1024)
paragraph: * ವಿದ್ಯಾರ್ಥಿ ವೇತನ ಪಾವತಿಯನ್ನು ವರ್ಷದ ಅಂತ್ಯದವರೆಗೆ ಬಾಕಿಯುಳಿಸಬಾರದು. ಮೆಟ್ರಿಕ್ ಪೂರ್ವ xyxy=(12,450,195,471)
weather-max: 41°, xyxy=(842,764,861,774)
paragraph: ವಿಶ್ವದ ಯಾವುದೇ ಭಾಷೆಯ ಸಿನಿಮಾಗಳಿಗಿಂತ ಕನ್ನಡ ಭಾಷೆ ಸಿನಿಮಾಗಳು ಹಿಂದಿಲ್ಲ ಅನ್ನಲು ಜಯಂತಿ ಕಾರಣರಾದರು. ನಾನು ಸದಾ ನನ್ನ ಕನ್ನಡ ಚಿತ್ರರಂಗದ ಪುಟ್ಟಣ್ಣಕ್ಕೆ ನಿದ್ದರ್ಶನ. ಕನ್ನಡ ಸಿನಿಮಾಗಳಿಗೆ 100% ನೀಡಿ ವಿನೂತನ ಶೈಲಿಯನ್ನು ನೀಡಿದ್ದರು ಎಂದರು. xyxy=(372,958,584,1000)
paragraph: ಸಾರ್ವಜನಿಕರು ಆಯೋಗದ ಅಧ್ಯಕ್ಷರನ್ನು ಭೇಟಿಯಾಗಿ ಮಾನವ ಹಕ್ಕುಗಳ ಸಂರಕ್ಷಣೆ ಹಾಗೂ ಮಾನವ ಹಕ್ಕುಗಳ ಉಲ್ಲಂಘನೆ ಪ್ರಕರಣಗಳ ಬಗ್ಗೆ ದೂರು ಅರ್ಜಿಗಳನ್ನು ಸಲ್ಲಿಸಬಹುದು ಎಂದು ಜಿಲ್ಲಾಡಳಿತ ಪ್ರಕಟಣೆಯಲ್ಲಿ ತಿಳಿಸಿದೆ. xyxy=(706,1346,936,1378)
weather-title: ಹವಾಮಾನ xyxy=(772,733,936,751)
story1-col4 xyxy=(574,372,760,680)
story1-col1 xyxy=(12,148,195,680)
notice-title: ಪೋಷಕರ ಪತ್ತೆಗೆ ಮನವಿ xyxy=(10,1266,362,1280)
paragraph: ಮುಖ್ಯಮಂತ್ರಿ ಅವರ ಅಧ್ಯಕ್ಷತೆಯಲ್ಲಿ ನಡೆದ ಸಮಾಜ ಕಲ್ಯಾಣ ಇಲಾಖೆಯ ಪ್ರಗತಿ ಪರಿಶೀಲನೆ ಸಭೆಯ ಇತರೆ ಮುಖ್ಯಾಂಶಗಳು: xyxy=(12,426,195,447)
notice-col2: ಮಾತನಾಡುತ್ತದೆ. ಎತ್ತರ 132 ಸೆಂ.ಮೀ, ಬಾಲಕ ದುಂಡುಮುಖ, ಕಪ್ಪು ಕೂದಲು ಹೊಂದಿದ್ದು, ಕಾಣೆಯಾದ ಬಾಲಕನ ಪೋಷಕರು ಪತ್ತೆಯಾದಲ್ಲಿ ಬಳ್ಳಾರಿಯ ಸರ್ಕಾರಿ ಬಾಲಕರ ಬಾಲಮಂದಿರದ ಅಧೀಕ್ಷಕರ ದೂ.9743343138 ಅಥವಾ ಕಚೇರಿಯನ್ನು ಸಂಪರ್ಕಿಸಬಹುದು. ಅಥವಾ ಮಕ್ಕಳ ಸಹಾಯವಾಣಿ ದೂ.08392-297436, ಅಥವಾ ಕೂಡ್ಲಿಗಿ ಪೊಲೀಸ್ ಠಾಣೆ ದೂ.9538177767 ಅಥವಾ ಇ-ಮೇಲ್ boy shomebellary@gmail.com ಗೆ ಸಂಪರ್ಕಿಸಬಹುದು ಎಂದು ಪ್ರಕಟಣೆಯಲ್ಲಿ ತಿಳಿಸಿದ್ದಾರೆ. xyxy=(188,1284,362,1378)
weather-row xyxy=(772,751,936,763)
paragraph: * ಮೆಟ್ರಿಕ್ ನಂತರದ ವಿದ್ಯಾರ್ಥಿ ವೇತನಕ್ಕೆ ರೂ.230 ಕೋಟಿ ಬಿಡುಗಡೆ ಮಾಡಲಾಗಿದ್ದು, ಶೇ.100ರಷ್ಟು ಪ್ರಗತಿ ಸಾಧಿಸಲಾಗಿದೆ. xyxy=(200,447,380,468)
advert-press-name: ಅಪೂರ್ವ ಆಫ್‌ಸೆಟ್ ಪ್ರಿಂಟರ್ಸ್ xyxy=(799,230,909,243)
adalat-text: ಬಳ್ಳಾರಿ:ಕರ್ನಾಟಕ ಭವಿಷ್ಯ ನಿಧಿ ಸಂಸ್ಥೆಯ ಬಳ್ಳಾರಿ ಪ್ರಾದೇಶಿಕ ಕಚೇರಿಯಿಂದ ಪಿಂಚಣಿದಾರರ ಮುಂದಿನ ಪ್ರಾದೇಶಿಕ ಅದಾಲತ್‌ಗಾಗಿ ಜ.13 ರಂದು ಬೆಳಿಗ್ಗೆ 11 ಗಂಟೆಯಿಂದ ಮಧ್ಯಾಹ್ನ 01 ಗಂಟೆಯವರೆಗೆ ನಗರದ ಪ್ರಾದೇಶಿಕ ಕಚೇರಿಯಲ್ಲಿ ಪಿಂಚಣಿ ಅದಾಲತ್ ಕಾರ್ಯಕ್ರಮ ಆಯೋಜಿಸಲಾಗಿದೆ ಎಂದು ಜಿಲ್ಲಾ ಪ್ರಾದೇಶಿಕ ಕಚೇರಿಯ ಪ್ರಾದೇಶಿಕ ಭವಿಷ್ಯ ನಿಧಿ ಆಯುಕ್ತ ಬಿ.ಕೆ.ಮೋಹನ್ ಸುಬ್ಬಣ್ಣ ಅವರು ತಿಳಿಸಿದ್ದಾರೆ. ಬಳ್ಳಾರಿ, ವಿಜಯನಗರ, ಕೊಪ್ಪಳ, ಚಿತ್ರದುರ್ಗ ಜಿಲ್ಲೆಗಳ ಪಿಂಚಣಿದಾರರು ತಮ್ಮ ಕುಂದು ಕೊರತೆಗಳನ್ನು ಬಳ್ಳಾರಿ ಪ್ರಾದೇಶಿಕ ಕಚೇರಿಯ ಸಾರ್ವಜನಿಕ ಸಂಪರ್ಕ ಅಧಿಕಾರಿಗಳಿಗೆ ಪತ್ರ ಅಥವಾ ಇ-ಮೇಲ್ ಮೂಲಕ ಪಿ.ಪಿ.ಓ ಸಂಖ್ಯೆ, ಹೆಸರು, ವಿಳಾಸ, ದೂರವಾಣಿ, ಮೊಬೈಲ್ ಸಂಖ್ಯೆ ಮತ್ತು ದೂರಿನ ವಿವರಗಳೊಂದಿಗೆ ಜ.10 ರೊಳಗಾಗಿ ಸಲ್ಲಿಸಬೇಕು. ಈ ಕುರಿತು ಹೆಚ್ಚಿನ ಮಾಹಿತಿಗಾಗಿ ಕಚೇರಿಯನ್ನು ಸಂಪರ್ಕಿಸಬಹುದು ಎಂದು ಅವರು ಪಿಂಚಣಿ ಅದಾಲತ್ ಎಂದು ತಿಳಿಸಿದ್ದಾರೆ. xyxy=(771,843,937,1000)
column-rule xyxy=(364,690,366,1265)
paragraph: * ಕಲಬುರಗಿಯಲ್ಲಿ ಪೋಲೀಸರಿಂದ ದೌರ್ಜನ್ಯ ತಡೆ, ಬೆಂಗಳೂರಿನಲ್ಲಿ 500 ಮಂದಿ ಸಾಮರ್ಥ್ಯದ ನಿರಾಶ್ರಿತರ ವಸತಿ ಶಾಲೆ ಆರಂಭಿಸಲು ತಕ್ಷಣ ಜಮೀನು ಗುರುತಿಸಿ, ಕಾರ್ಯಾರಂಭಿಸಬೇಕು. xyxy=(574,531,760,562)
